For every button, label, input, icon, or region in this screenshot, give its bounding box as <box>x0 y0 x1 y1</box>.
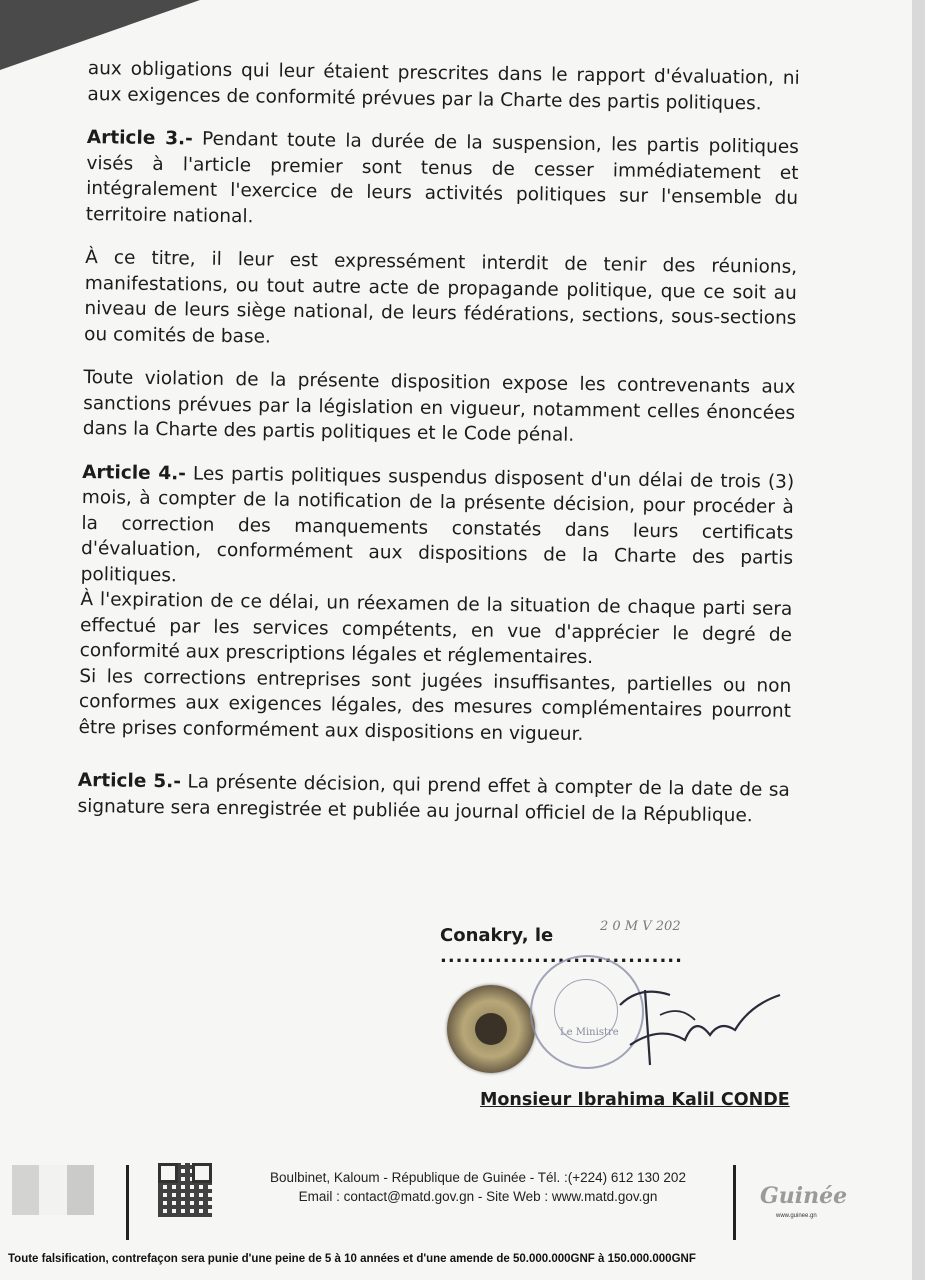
footer-address: Boulbinet, Kaloum - République de Guinée - Tél. :(+224) 612 130 202 <box>270 1170 686 1185</box>
guinee-logo: Guinée <box>760 1183 848 1209</box>
article-3-text: Pendant toute la durée de la suspension, les partis politiques visés à l'article premier sont tenus de cesser immédiatement et intégralement l'exercice de leurs activités politiques sur l'ensemble du territoire national. <box>85 128 799 227</box>
article-4-paragraph-2: À l'expiration de ce délai, un réexamen de la situation de chaque parti sera effectué par les services compétents, en vue d'apprécier le degré de conformité aux prescriptions légales et réglementaires. <box>79 588 793 669</box>
handwritten-signature <box>600 975 790 1075</box>
article-4-label: Article 4.- <box>82 461 187 484</box>
article-5-text: La présente décision, qui prend effet à compter de la date de sa signature sera enregistrée et publiée au journal officiel de la République. <box>77 771 790 826</box>
flag-stripe-middle <box>39 1165 66 1215</box>
flag-stripe-right <box>67 1165 94 1215</box>
article-3 <box>86 125 799 237</box>
place-label: Conakry, le <box>440 925 554 946</box>
handwritten-date: 2 0 M V 202 <box>600 919 681 934</box>
footer-contact <box>243 1168 713 1206</box>
footer-email-web: Email : contact@matd.gov.gn - Site Web : www.matd.gov.gn <box>298 1189 658 1204</box>
article-5 <box>77 768 790 829</box>
gold-seal-icon <box>447 985 535 1073</box>
qr-code-icon <box>158 1163 212 1217</box>
article-4 <box>81 459 795 596</box>
minister-name: Monsieur Ibrahima Kalil CONDE <box>480 1090 790 1110</box>
flag-stripe-left <box>12 1165 39 1215</box>
intro-paragraph: aux obligations qui leur étaient prescrites dans le rapport d'évaluation, ni aux exigences de conformité prévues par la Charte des partis politiques. <box>87 57 800 114</box>
date-dots: ............................... <box>440 946 683 967</box>
decision-body <box>77 56 800 847</box>
article-4-text: Les partis politiques suspendus disposent d'un délai de trois (3) mois, à compter de la notification de la présente décision, pour procéder à la correction des manquements constatés dans leurs certificats d'évaluation, conformément aux dispositions de la Charte des partis politiques. <box>80 463 795 586</box>
footer-divider-left <box>126 1165 129 1240</box>
article-4-paragraph-3: Si les corrections entreprises sont jugées insuffisantes, partielles ou non conformes aux exigences légales, des mesures complémentaires pourront être prises conformément aux dispositions en vigueur. <box>78 665 792 745</box>
article-3-paragraph-3: Toute violation de la présente disposition expose les contrevenants aux sanctions prévues par la législation en vigueur, notamment celles énoncées dans la Charte des partis politiques et le Code pénal. <box>82 366 796 446</box>
stamp-text: Le Ministre <box>560 1027 619 1038</box>
guinea-flag-icon <box>12 1165 94 1215</box>
footer-divider-right <box>733 1165 736 1240</box>
guinee-logo-url: www.guinee.gn <box>776 1213 817 1219</box>
article-5-label: Article 5.- <box>77 769 182 793</box>
article-3-label: Article 3.- <box>86 126 193 150</box>
article-3-paragraph-2: À ce titre, il leur est expressément interdit de tenir des réunions, manifestations, ou tout autre acte de propagande politique, que ce soit au niveau de leurs siège national, de leurs fédérations, sections, sous-sections ou comités de base. <box>83 246 798 348</box>
legal-notice: Toute falsification, contrefaçon sera punie d'une peine de 5 à 10 années et d'une amende de 50.000.000GNF à 150.000.000GNF <box>8 1253 696 1265</box>
